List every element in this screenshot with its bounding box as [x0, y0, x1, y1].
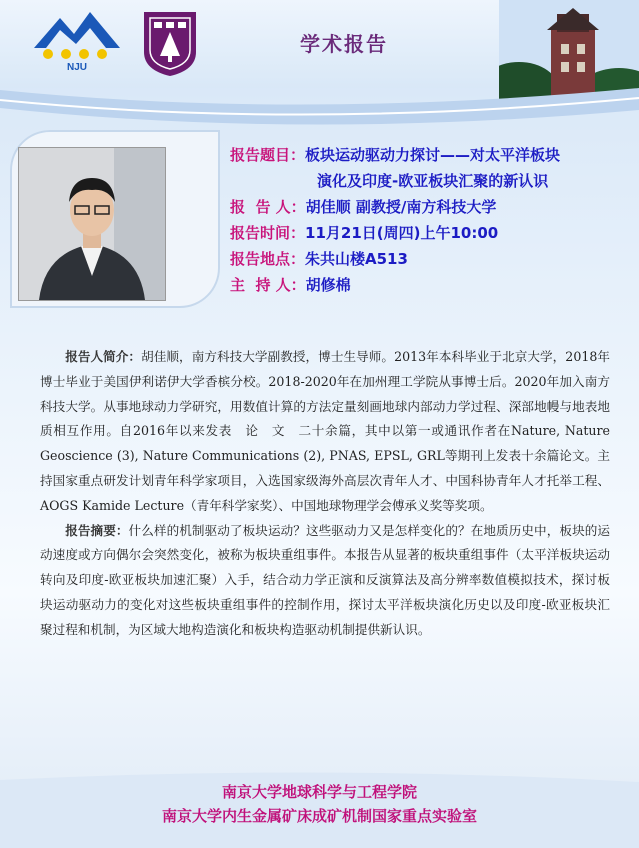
abstract-text: 什么样的机制驱动了板块运动？这些驱动力又是怎样变化的？在地质历史中，板块的运动速度或方向偶尔会突然变化，被称为板块重组事件。本报告从显著的板块重组事件（太平洋板块运动转向及印度-欧亚板块加速汇聚）入手，结合动力学正演和反演算法及高分辨率数值模拟技术，探讨板块运动驱动力的变化对这些板块重组事件的控制作用，探讨太平洋板块演化历史以及印度-欧亚板块汇聚过程和机制，为区域大地构造演化和板块构造驱动机制提供新认识。 — [40, 522, 610, 637]
speaker-photo — [18, 147, 166, 301]
bio-paragraph — [40, 345, 610, 519]
lamd-logo-sub: NJU — [66, 62, 88, 72]
footer-school: 南京大学地球科学与工程学院 — [221, 783, 417, 801]
speaker-row — [230, 194, 630, 220]
time-label: 报告时间： — [230, 224, 306, 242]
nju-seal-logo — [140, 8, 200, 78]
place-value: 朱共山楼A513 — [305, 250, 408, 268]
speaker-label: 报 告 人： — [230, 198, 306, 216]
topic-label: 报告题目： — [230, 146, 306, 164]
time-value: 11月21日(周四)上午10:00 — [305, 224, 499, 242]
host-value: 胡修棉 — [305, 276, 351, 294]
lamd-logo — [32, 8, 122, 72]
page-title: 学术报告 — [300, 32, 388, 56]
abstract-paragraph — [40, 519, 610, 643]
host-label: 主 持 人： — [230, 276, 306, 294]
bio-label: 报告人简介： — [65, 349, 142, 364]
body-text — [40, 345, 610, 643]
host-row — [230, 272, 630, 298]
place-row — [230, 246, 630, 272]
topic-row-2 — [230, 168, 630, 194]
topic-line2: 演化及印度-欧亚板块汇聚的新认识 — [317, 172, 549, 190]
talk-info — [230, 142, 630, 298]
footer — [0, 780, 639, 828]
topic-row — [230, 142, 630, 168]
footer-lab: 南京大学内生金属矿床成矿机制国家重点实验室 — [161, 807, 477, 825]
bio-text: 胡佳顺，南方科技大学副教授，博士生导师。2013年本科毕业于北京大学，2018年博士毕业于美国伊利诺伊大学香槟分校。2018-2020年在加州理工学院从事博士后。2020年加入南方科技大学。从事地球动力学研究，用数值计算的方法定量刻画地球内部动力学过程、深部地幔与地表地质相互作用。自2016年以来发表 论 文 二十余篇，其中以第一或通讯作者在Nature, Nature Geoscience (3), Nature Communications (2), PNAS, EPSL, GRL等期刊上发表十余篇论文。主持国家重点研发计划青年科学家项目，入选国家级海外高层次青年人才、中国科协青年人才托举工程、AOGS Kamide Lecture（青年科学家奖）、中国地球物理学会傅承义奖等奖项。 — [40, 349, 611, 513]
abstract-label: 报告摘要： — [65, 522, 129, 538]
place-label: 报告地点： — [230, 250, 306, 268]
header — [0, 0, 639, 88]
topic-line1: 板块运动驱动力探讨——对太平洋板块 — [305, 146, 561, 164]
time-row — [230, 220, 630, 246]
speaker-value: 胡佳顺 副教授/南方科技大学 — [305, 198, 497, 216]
